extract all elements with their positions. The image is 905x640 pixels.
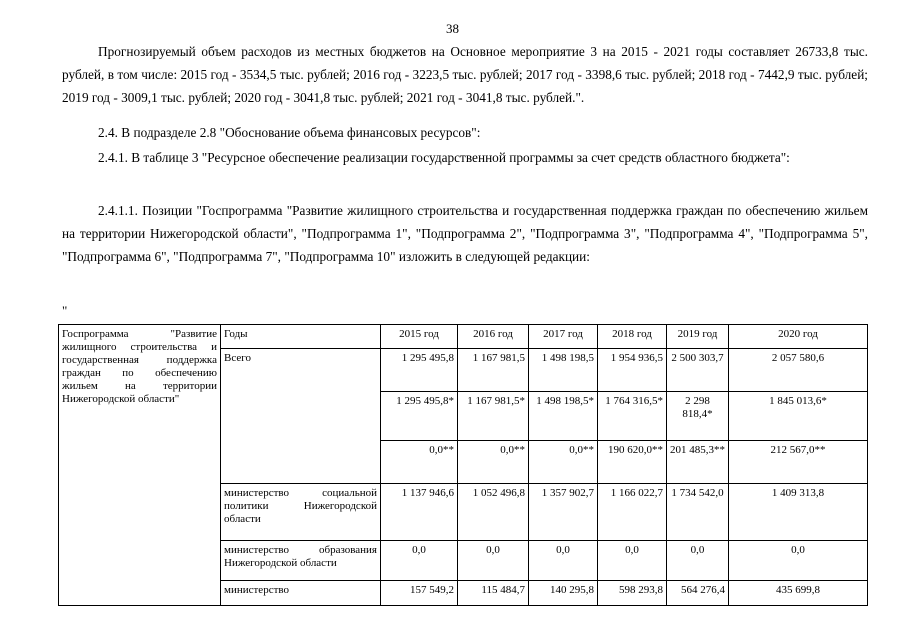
table-header-row [59, 325, 868, 349]
value-cell: 1 295 495,8 [381, 349, 458, 392]
resource-table [58, 324, 868, 606]
value-cell: 0,0** [529, 441, 598, 484]
value-cell: 140 295,8 [529, 581, 598, 606]
row-label-cell: министерство [221, 581, 381, 606]
year-cell: 2015 год [381, 325, 458, 349]
value-cell: 0,0 [667, 541, 729, 581]
row-label-cell: Всего [221, 349, 381, 484]
value-cell: 2 298 818,4* [667, 392, 729, 441]
value-cell: 1 166 022,7 [598, 484, 667, 541]
value-cell: 2 057 580,6 [729, 349, 868, 392]
value-cell: 2 500 303,7 [667, 349, 729, 392]
value-cell: 0,0 [529, 541, 598, 581]
program-name-cell: Госпрограмма "Развитие жилищного строительства и государственная поддержка граждан по обеспечению жильем на территории Нижегородской области" [59, 325, 221, 606]
year-cell: 2019 год [667, 325, 729, 349]
value-cell: 564 276,4 [667, 581, 729, 606]
paragraph-text: 2.4. В подразделе 2.8 "Обоснование объема финансовых ресурсов": [98, 125, 481, 140]
value-cell: 1 845 013,6* [729, 392, 868, 441]
year-cell: 2017 год [529, 325, 598, 349]
value-cell: 1 167 981,5 [458, 349, 529, 392]
value-cell: 1 167 981,5* [458, 392, 529, 441]
page-number: 38 [446, 21, 459, 36]
value-cell: 435 699,8 [729, 581, 868, 606]
header-label-cell: Годы [221, 325, 381, 349]
value-cell: 0,0 [458, 541, 529, 581]
paragraph-forecast [62, 40, 868, 109]
value-cell: 1 137 946,6 [381, 484, 458, 541]
paragraph-positions [62, 199, 868, 268]
value-cell: 598 293,8 [598, 581, 667, 606]
value-cell: 212 567,0** [729, 441, 868, 484]
value-cell: 157 549,2 [381, 581, 458, 606]
value-cell: 1 764 316,5* [598, 392, 667, 441]
paragraph-text: 2.4.1.1. Позиции "Госпрограмма "Развитие жилищного строительства и государственная поддержка граждан по обеспечению жильем на территории Нижегородской области", "Подпрограмма 1", "Подпрограмма 2", "Подпрограмма 3", "Подпрограмма 4", "Подпрограмма 5", "Подпрограмма 6", "Подпрограмма 7", "Подпрограмма 10" изложить в следующей редакции: [62, 203, 868, 264]
value-cell: 0,0** [458, 441, 529, 484]
paragraph-subsection [62, 121, 868, 144]
paragraph-text: Прогнозируемый объем расходов из местных бюджетов на Основное мероприятие 3 на 2015 - 2021 годы составляет 26733,8 тыс. рублей, в том числе: 2015 год - 3534,5 тыс. рублей; 2016 год - 3223,5 тыс. рублей; 2017 год - 3398,6 тыс. рублей; 2018 год - 7442,9 тыс. рублей; 2019 год - 3009,1 тыс. рублей; 2020 год - 3041,8 тыс. рублей; 2021 год - 3041,8 тыс. рублей.". [62, 44, 868, 105]
value-cell: 115 484,7 [458, 581, 529, 606]
value-cell: 1 409 313,8 [729, 484, 868, 541]
year-cell: 2018 год [598, 325, 667, 349]
value-cell: 1 734 542,0 [667, 484, 729, 541]
value-cell: 1 498 198,5 [529, 349, 598, 392]
row-label-cell: министерство образования Нижегородской области [221, 541, 381, 581]
value-cell: 1 052 496,8 [458, 484, 529, 541]
paragraph-text: 2.4.1. В таблице 3 "Ресурсное обеспечение реализации государственной программы за счет средств областного бюджета": [98, 150, 790, 165]
value-cell: 1 498 198,5* [529, 392, 598, 441]
year-cell: 2016 год [458, 325, 529, 349]
opening-quote: " [62, 303, 68, 318]
value-cell: 0,0** [381, 441, 458, 484]
paragraph-table3 [62, 146, 868, 169]
value-cell: 0,0 [729, 541, 868, 581]
value-cell: 1 357 902,7 [529, 484, 598, 541]
value-cell: 1 295 495,8* [381, 392, 458, 441]
value-cell: 0,0 [598, 541, 667, 581]
value-cell: 0,0 [381, 541, 458, 581]
value-cell: 201 485,3** [667, 441, 729, 484]
row-label-cell: министерство социальной политики Нижегородской области [221, 484, 381, 541]
year-cell: 2020 год [729, 325, 868, 349]
value-cell: 1 954 936,5 [598, 349, 667, 392]
value-cell: 190 620,0** [598, 441, 667, 484]
